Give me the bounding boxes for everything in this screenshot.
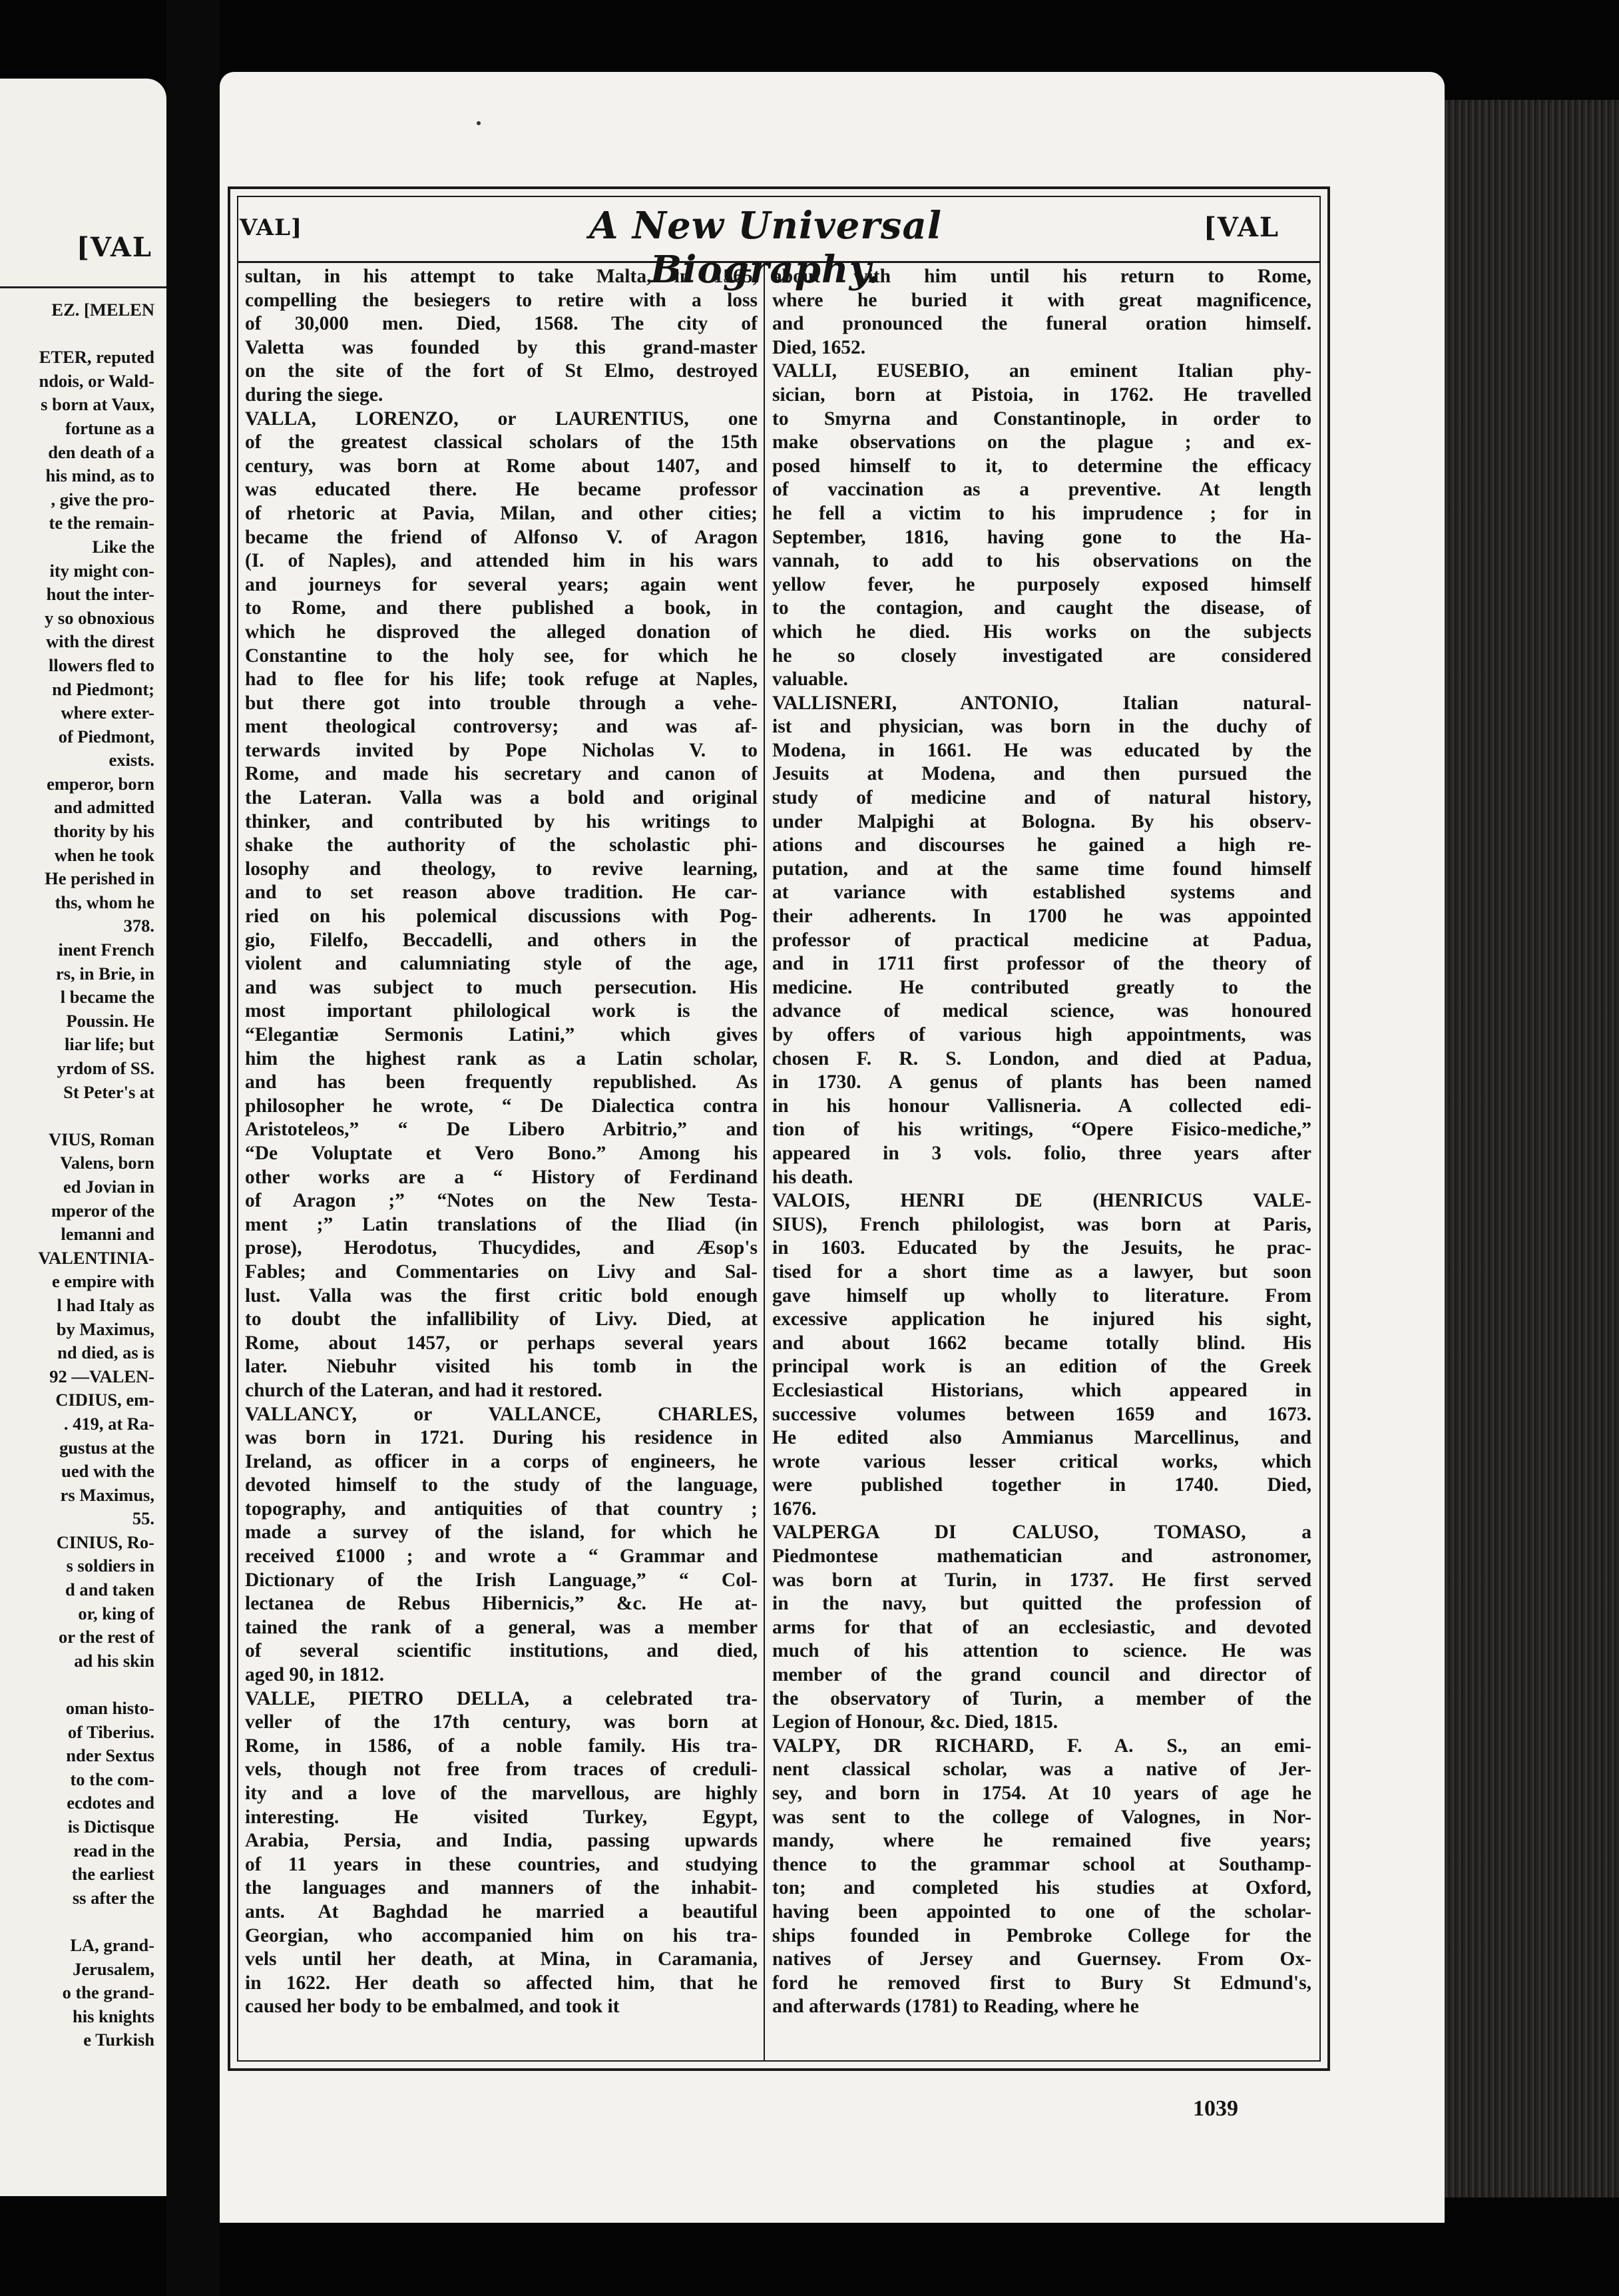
page-number: 1039: [1193, 2096, 1238, 2121]
text-line: nd died, as is: [57, 1342, 154, 1363]
text-line: Arabia, Persia, and India, passing upwards: [245, 1830, 758, 1852]
text-line: was born at Turin, in 1737. He first served: [772, 1569, 1311, 1591]
text-line: arms for that of an ecclesiastic, and devoted: [772, 1616, 1311, 1638]
text-line: lemanni and: [61, 1224, 154, 1245]
text-line: llowers fled to: [49, 655, 154, 675]
text-line: sey, and born in 1754. At 10 years of age he: [772, 1783, 1311, 1804]
text-line: VALPERGA DI CALUSO, TOMASO, a: [772, 1522, 1311, 1544]
text-line: his death.: [772, 1166, 853, 1188]
text-line: 1676.: [772, 1498, 817, 1520]
text-line: and admitted: [54, 797, 154, 818]
text-line: were published together in 1740. Died,: [772, 1474, 1311, 1496]
text-line: study of medicine and of natural history,: [772, 787, 1311, 809]
text-line: e empire with: [51, 1271, 154, 1292]
text-line: mandy, where he remained five years;: [772, 1830, 1311, 1852]
text-line: the Lateran. Valla was a bold and original: [245, 787, 758, 809]
running-head-left: VAL]: [240, 214, 303, 241]
text-line: ETER, reputed: [39, 347, 154, 368]
text-line: posed himself to it, to determine the efficacy: [772, 455, 1311, 477]
text-line: under Malpighi at Bologna. By his observ-: [772, 810, 1311, 832]
text-line: September, 1816, having gone to the Ha-: [772, 526, 1311, 548]
text-line: during the siege.: [245, 384, 383, 406]
text-line: medicine. He contributed greatly to the: [772, 976, 1311, 998]
text-line: had to flee for his life; took refuge at Naples,: [245, 669, 758, 691]
text-line: his mind, as to: [45, 465, 154, 486]
column-rule: [764, 263, 765, 2062]
text-line: Like the: [92, 536, 154, 557]
text-line: s born at Vaux,: [41, 394, 154, 415]
text-line: vannah, to add to his observations on the: [772, 550, 1311, 572]
text-line: SIUS), French philologist, was born at Paris,: [772, 1213, 1311, 1235]
text-line: ants. At Baghdad he married a beautiful: [245, 1900, 758, 1922]
text-line: VALLI, EUSEBIO, an eminent Italian phy-: [772, 360, 1311, 382]
text-line: their adherents. In 1700 he was appointed: [772, 906, 1311, 928]
text-line: by offers of various high appointments, was: [772, 1024, 1311, 1045]
text-line: in 1730. A genus of plants has been named: [772, 1071, 1311, 1093]
text-line: Jesuits at Modena, and then pursued the: [772, 763, 1311, 785]
text-line: but there got into trouble through a vehe-: [245, 692, 758, 714]
text-line: CINIUS, Ro-: [56, 1532, 154, 1552]
text-line: of 11 years in these countries, and studying: [245, 1853, 758, 1875]
text-line: Rome, about 1457, or perhaps several years: [245, 1332, 758, 1354]
text-line: was sent to the college of Valognes, in Nor-: [772, 1806, 1311, 1828]
text-line: is Dictisque: [67, 1817, 154, 1837]
text-line: of 30,000 men. Died, 1568. The city of: [245, 313, 758, 335]
text-line: chosen F. R. S. London, and died at Padua,: [772, 1047, 1311, 1069]
text-line: the observatory of Turin, a member of the: [772, 1687, 1311, 1709]
text-line: rs, in Brie, in: [56, 963, 154, 984]
text-line: mperor of the: [51, 1200, 154, 1221]
text-line: VALPY, DR RICHARD, F. A. S., an emi-: [772, 1735, 1311, 1757]
text-line: Constantine to the holy see, for which he: [245, 645, 758, 667]
text-line: interesting. He visited Turkey, Egypt,: [245, 1806, 758, 1828]
text-line: nder Sextus: [66, 1745, 154, 1766]
text-line: and in 1711 first professor of the theory of: [772, 953, 1311, 975]
text-line: principal work is an edition of the Greek: [772, 1356, 1311, 1378]
text-line: which he died. His works on the subjects: [772, 621, 1311, 643]
text-line: terwards invited by Pope Nicholas V. to: [245, 739, 758, 761]
text-line: Valetta was founded by this grand-master: [245, 336, 758, 358]
text-line: [0, 322, 154, 346]
text-line: the languages and manners of the inhabit-: [245, 1877, 758, 1899]
text-line: Rome, and made his secretary and canon of: [245, 763, 758, 785]
text-line: prose), Herodotus, Thucydides, and Æsop's: [245, 1237, 758, 1259]
text-line: Fables; and Commentaries on Livy and Sal-: [245, 1261, 758, 1283]
text-line: thority by his: [53, 821, 154, 842]
text-line: appeared in 3 vols. folio, three years after: [772, 1142, 1311, 1164]
text-line: ships founded in Pembroke College for the: [772, 1924, 1311, 1946]
text-line: rs Maximus,: [60, 1484, 154, 1505]
text-line: ths, whom he: [55, 892, 154, 912]
text-line: gave himself up wholly to literature. From: [772, 1285, 1311, 1306]
text-line: ndois, or Wald-: [39, 370, 154, 391]
text-line: much of his attention to science. He was: [772, 1640, 1311, 1662]
text-line: Valens, born: [60, 1153, 154, 1173]
text-line: shake the authority of the scholastic phi-: [245, 834, 758, 856]
text-line: EZ. [MELEN: [51, 300, 154, 320]
text-line: and was subject to much persecution. His: [245, 976, 758, 998]
text-line: VALLISNERI, ANTONIO, Italian natural-: [772, 692, 1311, 714]
text-line: of Tiberius.: [67, 1721, 154, 1742]
text-line: VALENTINIA-: [38, 1247, 154, 1268]
text-line: thence to the grammar school at Southamp-: [772, 1853, 1311, 1875]
text-line: of the greatest classical scholars of the 15th: [245, 431, 758, 453]
text-line: d and taken: [65, 1579, 154, 1600]
text-line: later. Niebuhr visited his tomb in the: [245, 1356, 758, 1378]
text-line: ity and a love of the marvellous, are highly: [245, 1783, 758, 1804]
text-line: inent French: [58, 940, 154, 960]
text-line: of Piedmont,: [58, 726, 154, 746]
text-line: exists.: [109, 750, 154, 770]
text-line: liar life; but: [65, 1034, 154, 1055]
text-line: became the friend of Alfonso V. of Aragon: [245, 526, 758, 548]
text-line: ss after the: [72, 1887, 154, 1908]
text-line: yellow fever, he purposely exposed himself: [772, 573, 1311, 595]
text-line: he fell a victim to his imprudence ; for in: [772, 502, 1311, 524]
text-line: nent classical scholar, was a native of Jer-: [772, 1759, 1311, 1781]
text-line: ment ;” Latin translations of the Iliad (in: [245, 1213, 758, 1235]
text-line: ity might con-: [49, 560, 154, 581]
text-line: in 1603. Educated by the Jesuits, he prac-: [772, 1237, 1311, 1259]
text-line: te the remain-: [49, 513, 154, 533]
text-line: was born in 1721. During his residence in: [245, 1427, 758, 1449]
text-line: losophy and theology, to revive learning,: [245, 858, 758, 880]
text-line: Ecclesiastical Historians, which appeared in: [772, 1379, 1311, 1401]
text-line: to doubt the infallibility of Livy. Died, at: [245, 1308, 758, 1330]
text-line: ecdotes and: [67, 1793, 154, 1813]
text-line: Aristoteleos,” “ De Libero Arbitrio,” and: [245, 1119, 758, 1141]
text-line: tained the rank of a general, was a member: [245, 1616, 758, 1638]
text-line: s soldiers in: [66, 1556, 154, 1576]
text-line: the earliest: [71, 1864, 154, 1884]
text-line: . 419, at Ra-: [63, 1413, 154, 1434]
running-head-right: [VAL: [1204, 212, 1280, 243]
text-line: Piedmontese mathematician and astronomer,: [772, 1546, 1311, 1568]
text-line: philosopher he wrote, “ De Dialectica contra: [245, 1095, 758, 1117]
text-line: most important philological work is the: [245, 1000, 758, 1022]
text-line: ment theological controversy; and was af-: [245, 716, 758, 738]
text-line: , give the pro-: [51, 489, 154, 509]
text-line: yrdom of SS.: [57, 1058, 154, 1078]
text-line: [0, 1910, 154, 1934]
text-line: about with him until his return to Rome,: [772, 266, 1311, 287]
text-column-left: [245, 265, 758, 2019]
text-line: compelling the besiegers to retire with a loss: [245, 289, 758, 311]
text-line: ations and discourses he gained a high re-: [772, 834, 1311, 856]
text-line: him the highest rank as a Latin scholar,: [245, 1047, 758, 1069]
text-line: in the navy, but quitted the profession of: [772, 1593, 1311, 1615]
text-line: ed Jovian in: [63, 1176, 154, 1197]
text-line: make observations on the plague ; and ex-: [772, 431, 1311, 453]
text-line: Died, 1652.: [772, 336, 866, 358]
text-line: read in the: [73, 1840, 154, 1861]
text-line: of Aragon ;” “Notes on the New Testa-: [245, 1190, 758, 1212]
text-line: [0, 1673, 154, 1697]
text-line: gio, Filelfo, Beccadelli, and others in the: [245, 929, 758, 951]
text-line: and to set reason above tradition. He car-: [245, 882, 758, 904]
text-line: VALOIS, HENRI DE (HENRICUS VALE-: [772, 1190, 1311, 1212]
text-line: lust. Valla was the first critic bold enough: [245, 1285, 758, 1306]
text-line: which he disproved the alleged donation of: [245, 621, 758, 643]
text-line: made a survey of the island, for which he: [245, 1522, 758, 1544]
text-line: St Peter's at: [63, 1081, 154, 1102]
text-line: with the direst: [46, 631, 154, 652]
text-line: Modena, in 1661. He was educated by the: [772, 739, 1311, 761]
text-line: “De Voluptate et Vero Bono.” Among his: [245, 1142, 758, 1164]
text-line: sician, born at Pistoia, in 1762. He travelled: [772, 384, 1311, 406]
text-line: VALLANCY, or VALLANCE, CHARLES,: [245, 1403, 758, 1425]
text-line: putation, and at the same time found himself: [772, 858, 1311, 880]
text-line: vels until her death, at Mina, in Caramania,: [245, 1948, 758, 1970]
text-line: veller of the 17th century, was born at: [245, 1711, 758, 1733]
text-line: his knights: [72, 2006, 154, 2026]
text-line: devoted himself to the study of the language,: [245, 1474, 758, 1496]
page-speck: [477, 121, 481, 125]
text-line: gustus at the: [59, 1437, 154, 1458]
text-line: lectanea de Rebus Hibernicis,” &c. He at-: [245, 1593, 758, 1615]
text-line: tion of his writings, “Opere Fisico-mediche,”: [772, 1119, 1311, 1141]
text-line: caused her body to be embalmed, and took it: [245, 1996, 620, 2018]
text-line: ton; and completed his studies at Oxford,: [772, 1877, 1311, 1899]
text-line: Georgian, who accompanied him on his tra-: [245, 1924, 758, 1946]
text-line: oman histo-: [65, 1698, 154, 1719]
text-line: to Smyrna and Constantinople, in order to: [772, 408, 1311, 430]
text-line: natives of Jersey and Guernsey. From Ox-: [772, 1948, 1311, 1970]
text-line: 378.: [123, 916, 154, 936]
running-title: A New Universal Biography.: [588, 204, 943, 292]
text-line: Poussin. He: [66, 1010, 154, 1031]
text-line: of vaccination as a preventive. At length: [772, 479, 1311, 501]
text-line: “Elegantiæ Sermonis Latini,” which gives: [245, 1024, 758, 1045]
text-line: ried on his polemical discussions with Pog-: [245, 906, 758, 928]
text-line: and journeys for several years; again went: [245, 573, 758, 595]
text-line: Dictionary of the Irish Language,” “ Col-: [245, 1569, 758, 1591]
text-line: and pronounced the funeral oration himself.: [772, 313, 1311, 335]
text-line: o the grand-: [62, 1982, 154, 2003]
text-line: topography, and antiquities of that country ;: [245, 1498, 758, 1520]
text-line: when he took: [54, 844, 154, 865]
text-line: to the com-: [70, 1769, 154, 1789]
text-line: 55.: [132, 1508, 154, 1529]
text-line: having been appointed to one of the scholar-: [772, 1900, 1311, 1922]
text-line: sultan, in his attempt to take Malta, in 1565,: [245, 266, 758, 287]
text-line: valuable.: [772, 669, 848, 691]
text-line: to Rome, and there published a book, in: [245, 597, 758, 619]
text-line: Ireland, as officer in a corps of engineers, he: [245, 1450, 758, 1472]
text-line: aged 90, in 1812.: [245, 1664, 384, 1686]
facing-page-rule: [0, 286, 166, 288]
text-line: member of the grand council and director of: [772, 1664, 1311, 1686]
book-gutter: [166, 0, 220, 2296]
text-line: he so closely investigated are considered: [772, 645, 1311, 667]
text-line: Jerusalem,: [73, 1958, 154, 1979]
text-line: violent and calumniating style of the age,: [245, 953, 758, 975]
text-line: ist and physician, was born in the duchy of: [772, 716, 1311, 738]
text-line: fortune as a: [65, 418, 154, 438]
text-line: in 1622. Her death so affected him, that he: [245, 1972, 758, 1994]
text-line: VIUS, Roman: [48, 1129, 154, 1149]
text-line: century, was born at Rome about 1407, and: [245, 455, 758, 477]
text-column-right: [772, 265, 1311, 2019]
text-line: hout the inter-: [46, 584, 154, 605]
facing-page-text: [0, 298, 154, 2052]
text-line: was educated there. He became professor: [245, 479, 758, 501]
text-line: CIDIUS, em-: [55, 1390, 154, 1410]
text-line: nd Piedmont;: [52, 679, 154, 699]
text-line: of several scientific institutions, and died,: [245, 1640, 758, 1662]
text-line: church of the Lateran, and had it restored.: [245, 1379, 602, 1401]
text-line: Rome, in 1586, of a noble family. His tra-: [245, 1735, 758, 1757]
text-line: y so obnoxious: [45, 607, 154, 628]
text-line: tised for a short time as a lawyer, but soon: [772, 1261, 1311, 1283]
text-line: VALLE, PIETRO DELLA, a celebrated tra-: [245, 1687, 758, 1709]
text-line: at variance with established systems and: [772, 882, 1311, 904]
text-line: He edited also Ammianus Marcellinus, and: [772, 1427, 1311, 1449]
text-line: e Turkish: [83, 2030, 154, 2050]
text-line: [0, 1104, 154, 1128]
text-line: where he buried it with great magnificence,: [772, 289, 1311, 311]
text-line: advance of medical science, was honoured: [772, 1000, 1311, 1022]
text-line: vels, though not free from traces of creduli-: [245, 1759, 758, 1781]
text-line: and has been frequently republished. As: [245, 1071, 758, 1093]
text-line: professor of practical medicine at Padua,: [772, 929, 1311, 951]
text-line: emperor, born: [47, 773, 154, 794]
facing-page-running-head: [VAL: [77, 232, 153, 263]
text-line: other works are a “ History of Ferdinand: [245, 1166, 758, 1188]
text-line: to the contagion, and caught the disease, of: [772, 597, 1311, 619]
text-line: ad his skin: [74, 1650, 154, 1671]
text-line: Legion of Honour, &c. Died, 1815.: [772, 1711, 1058, 1733]
text-line: VALLA, LORENZO, or LAURENTIUS, one: [245, 408, 758, 430]
text-line: and about 1662 became totally blind. His: [772, 1332, 1311, 1354]
text-line: in his honour Vallisneria. A collected edi-: [772, 1095, 1311, 1117]
text-line: (I. of Naples), and attended him in his wars: [245, 550, 758, 572]
text-line: He perished in: [45, 868, 154, 889]
text-line: den death of a: [48, 441, 154, 462]
text-line: ford he removed first to Bury St Edmund's,: [772, 1972, 1311, 1994]
page-edges: [1431, 100, 1619, 2197]
text-line: l became the: [60, 987, 154, 1007]
text-line: of rhetoric at Pavia, Milan, and other cities;: [245, 502, 758, 524]
facing-page: [0, 79, 166, 2196]
text-line: thinker, and contributed by his writings to: [245, 810, 758, 832]
text-line: by Maximus,: [56, 1318, 154, 1339]
text-line: l had Italy as: [57, 1294, 154, 1315]
text-line: received £1000 ; and wrote a “ Grammar and: [245, 1546, 758, 1568]
text-line: LA, grand-: [70, 1934, 154, 1955]
text-line: ued with the: [61, 1461, 154, 1482]
text-line: or the rest of: [59, 1627, 154, 1647]
text-line: successive volumes between 1659 and 1673.: [772, 1403, 1311, 1425]
text-line: on the site of the fort of St Elmo, destroyed: [245, 360, 758, 382]
text-line: 92 —VALEN-: [49, 1366, 154, 1386]
text-line: where exter-: [61, 703, 154, 723]
text-line: and afterwards (1781) to Reading, where he: [772, 1996, 1139, 2018]
text-line: or, king of: [78, 1603, 154, 1623]
text-line: excessive application he injured his sight,: [772, 1308, 1311, 1330]
text-line: wrote various lesser critical works, which: [772, 1450, 1311, 1472]
